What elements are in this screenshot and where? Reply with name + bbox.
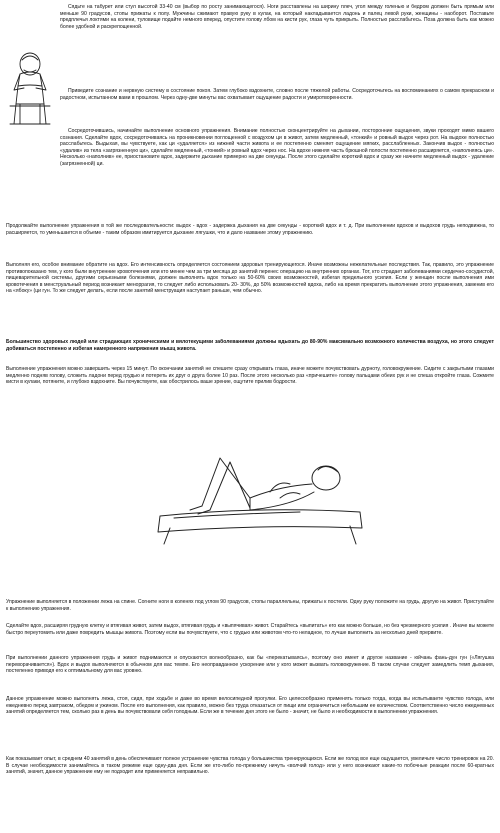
paragraph-continue: Продолжайте выполнение упражнения в той же последовательности: выдох - вдох - задержка дыхания на две секунды - короткий вдох и т. д. При выполнении вдохов и выдохов грудь неподвижна, то расширяется, то уменьшается в объеме - таким образом имитируется дыхание лягушки, что и дало название этому упражнению. [6, 223, 494, 236]
paragraph-majority: Большинство здоровых людей или страдающих хроническими и вялотекущими заболеваниями должны вдыхать до 80-90% максимально возможного количества воздуха, но этого следует добиваться постепенно и избегая намеренного напряжения мышц живота. [6, 339, 494, 352]
paragraph-breathing: Сосредоточившись, начинайте выполнение основного упражнения. Внимание полностью сконцентрируйте на дыхании, посторонние ощущения, звуки проходят мимо вашего сознания. Сделайте вдох, сосредоточиваясь на проникновении поглощенной с воздухом ци в живот, затем медленный, «тонкий» и ровный выдох через рот. На выдохе полностью расслабьтесь. Выдыхая, вы чувствуете, как ци «удаляется» из нижней части живота и ее постепенно сменяет ощущение мягких, расслабленных. Закончив выдох - полностью «удалив» из тела «загрязненную ци», сделайте медленный, «тонкий» и ровный вдох через нос. На вдохе нижняя часть брюшной полости постепенно расширяется, «наполняясь ци». Несколько «наполнив» ее, приостановите вдох, задержите дыхание примерно на две секунды. После этого сделайте короткий вдох и сразу же начните медленный выдох - удаление (загрязненной) ци. [60, 128, 494, 167]
paragraph-anytime: Данное упражнение можно выполнять лежа, стоя, сидя, при ходьбе и даже во время велосипедной прогулки. Его целесообразно применять только тогда, когда вы испытываете чувство голода, или ежедневно перед завтраком, обедом и ужином. После его выполнения, как правило, можно без труда отказаться от пищи или ограничиться небольшим ее количеством. Соответственно число ежедневных занятий определяется тем, сколько раз в день вы почувствовали себя голодным. Если же в течение дня этого не было - значит, не было и необходимости в выполнении упражнения. [6, 696, 494, 716]
paragraph-inhale: Сделайте вдох, расширяя грудную клетку и втягивая живот, затем выдох, втягивая грудь и «выпячивая» живот. Старайтесь «выпитать» его как можно больше, но без чрезмерного усилия . Иначе вы можете быстро переутомить или даже повредить мышцы живота. Поэтому если вы почувствуете, что с грудью или животом что-то неладное, то лучше выполнить за несколько дней прервите. [6, 623, 494, 636]
paragraph-intensity: Выполняя его, особое внимание обратите на вдох. Его интенсивность определяется состоянием здоровья тренирующегося. Иначе возможны нежелательные последствия. Так, правило, это упражнение противопоказано тем, у кого были внутренние кровотечения или кто менее чем за три месяца до занятий перенес операцию на внутренних органах. Тот, кто страдает заболеваниями сердечно-сосудистой, пищеварительной системы, другими серьезными болезнями, должен выполнять вдох только на 50-60% своих возможностей, избегая предельного усилия. Если у женщин после выполнения ими кровотечения в менструальный период возникает меноррагия, то следует либо использовать 20- 30%, до 50% возможностей вдоха, либо на время прекратить выполнение этого упражнения, заменив его на «ябоку» (ци гун. То же следует делать, если после занятий менструация наступает раньше, чем обычно. [6, 262, 494, 295]
lying-exercise-illustration [150, 428, 370, 548]
paragraph-finish: Выполнение упражнения можно завершить через 15 минут. По окончании занятий не спешите сразу открывать глаза, иначе можете почувствовать дурноту, головокружение. Сидите с закрытыми глазами медленно подняв голову, сложить ладони перед грудью и потереть их друг о друга более 10 раз. После этого несколько раз «причешите» голову пальцами обеих рук и не спеша откройте глаза. Сожмите кисти в кулаки, потяните, и глубоко вздохните. Вы почувствуете, как обострилось ваше зрение, ощутите прилив бодрости. [6, 366, 494, 386]
seated-meditation-illustration [4, 40, 56, 130]
paragraph-lying: Упражнение выполняется в положении лежа на спине. Согните ноги в коленях под углом 90 градусов, стопы параллельны, прижаты к постели. Одну руку положите на грудь, другую на живот. Приступайте к выполнению упражнения. [6, 599, 494, 612]
paragraph-consciousness: Приведите сознание и нервную систему в состояние покоя. Затем глубоко вздохните, словно после тяжелой работы. Сосредоточьтесь на воспоминаниях о самом прекрасном и радостном, испытанном вами в прошлом. Через одну-две минуты вас охватывает ощущение радости и умиротворенности. [60, 88, 494, 101]
paragraph-experience: Как показывает опыт, в среднем 40 занятий в день обеспечивают полное устранение чувства голода у большинства тренирующихся. Если же голод все еще ощущается, увеличьте число тренировок на 20. В случае необходимости занимайтесь в таком режиме еще одну-два дня. Если же кто-либо по-прежнему ничуть «волчий голод» или у него возникают какие-то побочные реакции после 60-кратных занятий, значит, данное упражнение ему не подходит или применяется неправильно. [6, 756, 494, 776]
paragraph-wave: При выполнении данного упражнения грудь и живот поднимаются и опускаются волнообразно, как бы «перекатываясь», поэтому оно имеет и другое название - юйчань фань-дун гун («Лягушка переворачивается»). Вдох и выдох выполняются в обычном для вас темпе. Его неоправданное ускорение или у кого может вызвать головокружение. В таком случае следует замедлить темп дыхания, постепенно приводя его к оптимальному для вас уровню. [6, 655, 494, 675]
paragraph-intro: Сядьте на табурет или стул высотой 33-40 см (выбор по росту занимающегося). Ноги расставлены на ширину плеч, угол между голенью и бедром должен быть прямым или меньше 90 градусов, стопы прижаты к полу. Мужчины сжимают правую руку в кулак, на который накладывается ладонь и палец левой руки, женщины - наоборот. Поставьте предплечья локтями на колени, туловище подайте немного вперед, опустите голову лбом на кисти рук, глаза чуть прикрыть. Полностью расслабьтесь. Поза должна быть как можно более удобной и раскрепощенной. [60, 4, 494, 30]
